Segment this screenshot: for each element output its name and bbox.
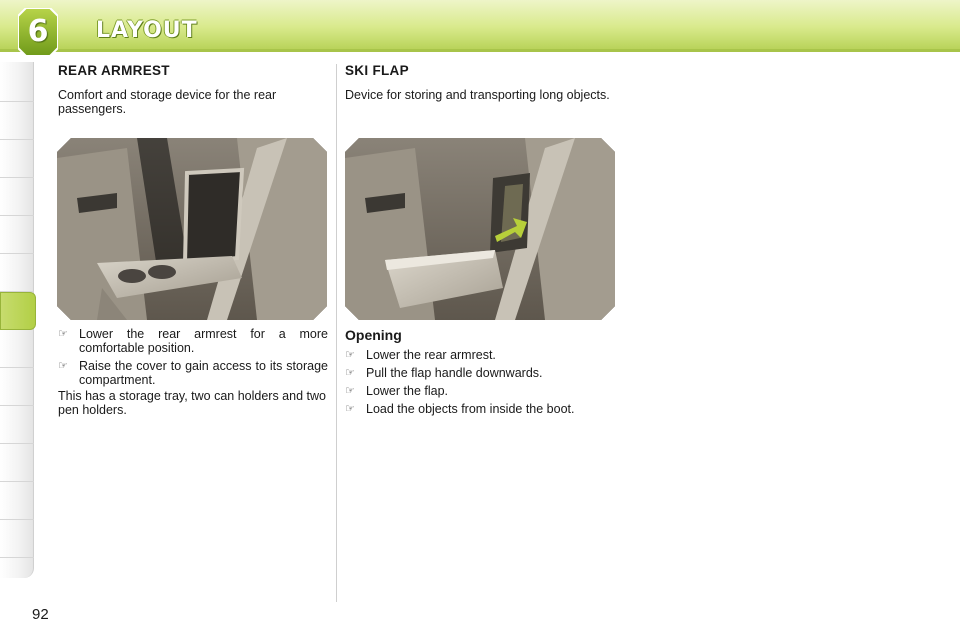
ski-flap-steps — [345, 348, 625, 420]
chapter-number: 6 — [27, 14, 49, 49]
rear-armrest-photo — [57, 138, 327, 320]
side-tab-7 — [0, 292, 36, 330]
list-item-text: Load the objects from inside the boot. — [366, 402, 575, 416]
page-title: LAYOUT — [96, 18, 198, 43]
rear-armrest-steps — [58, 327, 328, 391]
side-tab-10 — [0, 406, 34, 444]
pointing-hand-icon: ☞ — [58, 328, 68, 340]
pointing-hand-icon: ☞ — [58, 360, 68, 372]
ski-flap-heading: SKI FLAP — [345, 63, 409, 78]
side-tab-4 — [0, 178, 34, 216]
rear-armrest-heading: REAR ARMREST — [58, 63, 170, 78]
rear-armrest-intro: Comfort and storage device for the rear passengers. — [58, 88, 277, 116]
ski-flap-illustration — [345, 138, 615, 320]
list-item — [345, 402, 625, 416]
ski-flap-intro: Device for storing and transporting long objects. — [345, 88, 610, 102]
side-tab-12 — [0, 482, 34, 520]
pointing-hand-icon: ☞ — [345, 349, 355, 361]
pointing-hand-icon: ☞ — [345, 385, 355, 397]
side-tab-2 — [0, 102, 34, 140]
side-tab-13 — [0, 520, 34, 558]
rear-armrest-illustration — [57, 138, 327, 320]
column-divider — [336, 64, 337, 602]
opening-subheading: Opening — [345, 327, 402, 343]
chapter-header — [0, 0, 960, 52]
list-item-text: Pull the flap handle downwards. — [366, 366, 543, 380]
pointing-hand-icon: ☞ — [345, 367, 355, 379]
page-number: 92 — [32, 606, 49, 623]
pointing-hand-icon: ☞ — [345, 403, 355, 415]
list-item — [345, 384, 625, 398]
ski-flap-photo — [345, 138, 615, 320]
side-tab-1 — [0, 64, 34, 102]
chapter-side-tabs — [0, 62, 34, 578]
list-item — [345, 348, 625, 362]
side-tab-5 — [0, 216, 34, 254]
rear-armrest-note: This has a storage tray, two can holders and two pen holders. — [58, 389, 326, 417]
side-tab-8 — [0, 330, 34, 368]
side-tab-9 — [0, 368, 34, 406]
list-item-text: Lower the rear armrest. — [366, 348, 496, 362]
list-item — [345, 366, 625, 380]
chapter-badge — [18, 8, 58, 60]
list-item-text: Lower the rear armrest for a more comfortable position. — [79, 327, 328, 355]
side-tab-3 — [0, 140, 34, 178]
side-tab-6 — [0, 254, 34, 292]
list-item — [58, 327, 328, 355]
list-item — [58, 359, 328, 387]
side-tab-11 — [0, 444, 34, 482]
list-item-text: Raise the cover to gain access to its storage compartment. — [79, 359, 328, 387]
list-item-text: Lower the flap. — [366, 384, 448, 398]
